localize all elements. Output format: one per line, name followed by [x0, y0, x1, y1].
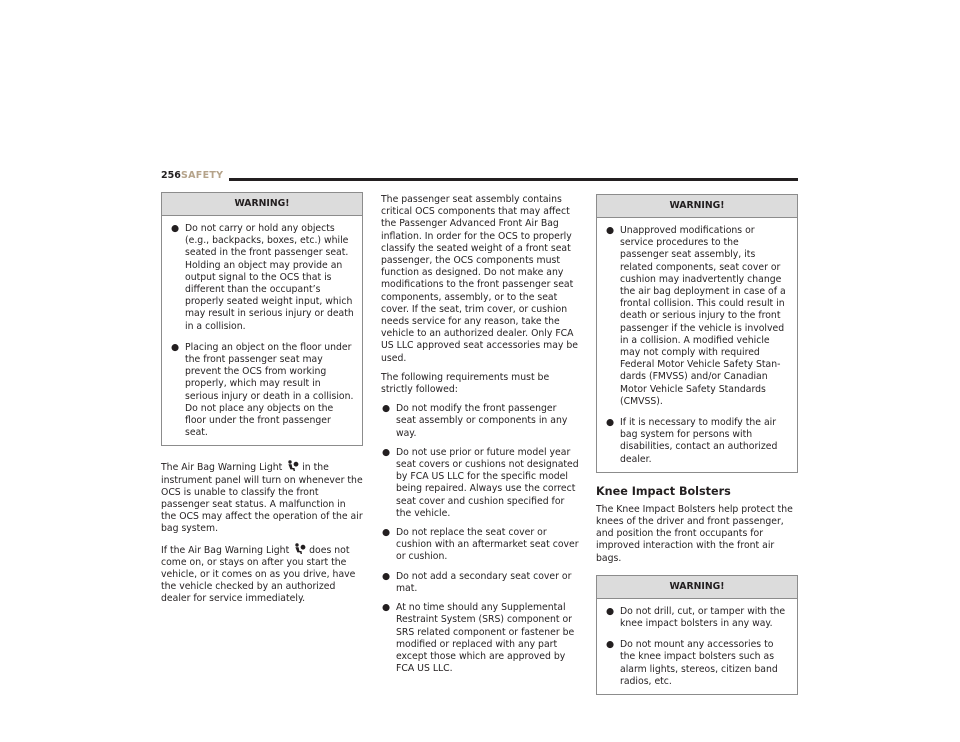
paragraph-seat-assembly: The passenger seat assembly contains critical OCS components that may affect the Passenger Advanced Front Air Bag inflation. In order for the OCS to properly classify the seated weight of a front seat passenger, the OCS components must function as designed. Do not make any modifications to the front passenger seat components, assembly, or to the seat cover. If the seat, trim cover, or cushion needs service for any reason, take the vehicle to an authorized dealer. Only FCA US LLC approved seat accessories may be used. [381, 194, 578, 364]
bullet-icon: ● [606, 605, 615, 617]
bullet-icon: ● [606, 417, 615, 429]
list-item: ● Do not add a secondary seat cover or mat. [382, 570, 572, 594]
page-number: 256 [161, 170, 181, 181]
bullet-icon: ● [171, 223, 180, 234]
bullet-icon: ● [382, 602, 391, 614]
warning-title: WARNING! [162, 193, 362, 216]
warning-box-modifications [596, 194, 798, 473]
warning-item: ● If it is necessary to modify the air bag system for persons with disabilities, contact an authorized dealer. [606, 417, 778, 465]
list-item: ● Do not modify the front passenger seat assembly or components in any way. [382, 403, 568, 439]
column-middle [381, 194, 579, 682]
bullet-icon: ● [382, 570, 391, 582]
warning-item: ● Do not mount any accessories to the knee impact bolsters such as alarm lights, stereos, citizen band radios, etc. [606, 639, 778, 687]
section-title: SAFETY [181, 170, 224, 181]
warning-box-ocs-objects [161, 192, 363, 446]
paragraph-knee-bolsters: The Knee Impact Bolsters help protect the knees of the driver and front passenger, and position the front occupants for improved interaction with the front air bags. [596, 503, 793, 564]
warning-title: WARNING! [597, 195, 797, 218]
list-item: ● At no time should any Supplemental Restraint System (SRS) component or SRS related component or fastener be modified or replaced with any part except those which are approved by FCA US LLC. [382, 602, 575, 675]
heading-knee-impact-bolsters: Knee Impact Bolsters [596, 484, 731, 498]
page-header [161, 170, 798, 184]
list-item: ● Do not replace the seat cover or cushion with an aftermarket seat cover or cushion. [382, 527, 579, 563]
airbag-warning-icon [285, 460, 299, 472]
column-right [596, 194, 798, 705]
warning-item: ● Placing an object on the floor under the front passenger seat may prevent the OCS from working properly, which may result in serious injury or death in a collision. Do not place any objects on the floor under the front passenger seat. [171, 341, 354, 439]
airbag-warning-icon [292, 543, 306, 555]
requirements-list [381, 403, 579, 675]
list-item: ● Do not use prior or future model year seat covers or cushions not designated by FCA US LLC for the specific model being repaired. Always use the correct seat cover and cushion specified for the vehicle. [382, 446, 579, 519]
bullet-icon: ● [382, 446, 391, 458]
warning-item: ● Do not carry or hold any objects (e.g., backpacks, boxes, etc.) while seated in the front passenger seat. Holding an object may provide an output signal to the OCS that is different than the occupant’s properly seated weight input, which may result in serious injury or death in a collision. [171, 223, 354, 332]
warning-title: WARNING! [597, 576, 797, 599]
bullet-icon: ● [382, 403, 391, 415]
warning-item: ● Unapproved modifications or service procedures to the passenger seat assembly, its related components, seat cover or cushion may inadvertently change the air bag deployment in case of a frontal collision. This could result in death or serious injury to the front passenger if the vehicle is involved in a collision. A modified vehicle may not comply with required Federal Motor Vehicle Safety Standards (FMVSS) and/or Canadian Motor Vehicle Safety Standards (CMVSS). [606, 225, 786, 407]
bullet-icon: ● [382, 527, 391, 539]
bullet-icon: ● [606, 225, 615, 236]
bullet-icon: ● [171, 341, 180, 353]
warning-box-knee-bolsters [596, 575, 798, 695]
warning-item: ● Do not drill, cut, or tamper with the knee impact bolsters in any way. [606, 605, 786, 630]
paragraph-requirements: The following requirements must be strictly followed: [381, 371, 550, 396]
paragraph-airbag-light: The Air Bag Warning Light in the instrument panel will turn on whenever the OCS is unable to classify the front passenger seat status. A malfunction in the OCS may affect the operation of the air bag system. [161, 462, 363, 535]
bullet-icon: ● [606, 639, 615, 651]
paragraph-airbag-service: If the Air Bag Warning Light does not come on, or stays on after you start the vehicle, or it comes on as you drive, have the vehicle checked by an authorized dealer for service immediately. [161, 544, 356, 605]
column-left [161, 192, 363, 613]
header-rule [229, 178, 798, 181]
